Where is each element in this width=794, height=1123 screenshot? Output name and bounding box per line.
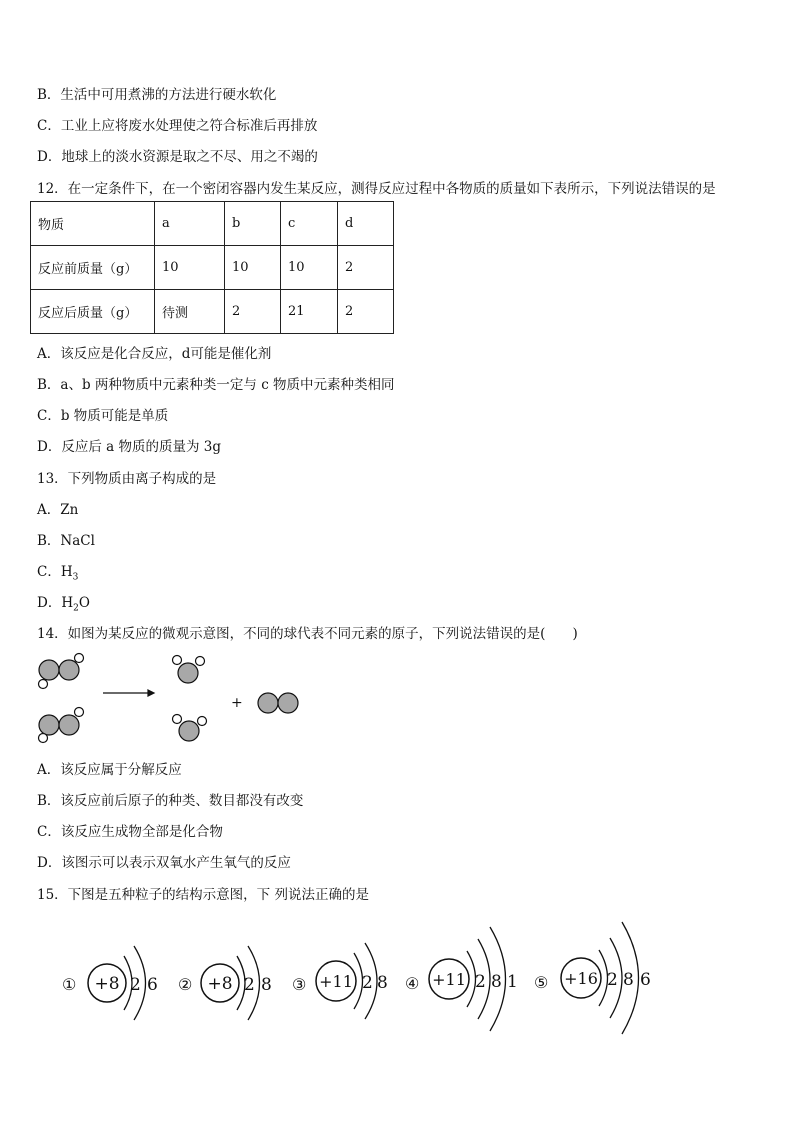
q12-mass-table [30,201,394,334]
q11-option-d: D．地球上的淡水资源是取之不尽、用之不竭的 [37,149,318,165]
q12-stem: 12．在一定条件下，在一个密闭容器内发生某反应，测得反应过程中各物质的质量如下表所示，下列说法错误的是 [37,181,716,197]
q14-stem: 14．如图为某反应的微观示意图，不同的球代表不同元素的原子，下列说法错误的是( ) [37,626,578,642]
white-atom [39,734,48,743]
particle-diagram [62,946,158,1020]
particle-label: ⑤ [534,973,549,992]
white-atom [196,657,205,666]
shell-electron-count: 2 [362,973,373,993]
reaction-micro-diagram [0,650,794,750]
q15-stem: 15．下图是五种粒子的结构示意图，下 列说法正确的是 [37,887,369,903]
shell-electron-count: 8 [377,973,388,993]
particle-label: ① [62,975,77,994]
formula-subscript: 2 [73,603,79,614]
reaction-arrow-icon [103,690,154,696]
q14-option-c: C．该反应生成物全部是化合物 [37,824,223,840]
table-cell: 21 [281,290,338,334]
white-atom [173,656,182,665]
formula: Zn [60,502,79,518]
q12-option-c: C．b 物质可能是单质 [37,408,169,424]
table-row [31,246,394,290]
table-cell: 2 [338,290,394,334]
particle-diagram [405,927,518,1031]
particle-label: ② [178,975,193,994]
reactant-molecule [39,654,84,689]
shell-electron-count: 8 [261,975,272,995]
option-prefix: A． [37,502,61,518]
formula: NaCl [60,533,95,549]
gray-atom [39,660,59,680]
nucleus-charge: +11 [319,972,353,991]
table-cell: 10 [155,246,225,290]
formula-subscript: 3 [72,572,79,583]
table-cell: 2 [338,246,394,290]
table-cell: b [225,202,281,246]
shell-electron-count: 2 [607,970,618,990]
reactant-molecule [39,708,84,743]
nucleus-charge: +8 [94,974,120,994]
gray-atom [59,660,79,680]
nucleus-charge: +8 [207,974,233,994]
table-cell: 反应前质量（g） [31,246,155,290]
shell-electron-count: 8 [623,970,634,990]
table-cell: 待测 [155,290,225,334]
q14-option-a: A．该反应属于分解反应 [37,762,182,778]
q13-option-a [37,498,78,518]
q13-option-c [37,560,78,583]
q14-option-d: D．该图示可以表示双氧水产生氧气的反应 [37,855,291,871]
formula: H [61,595,74,611]
q14-option-b: B．该反应前后原子的种类、数目都没有改变 [37,793,304,809]
white-atom [75,654,84,663]
q11-option-b: B．生活中可用煮沸的方法进行硬水软化 [37,87,277,103]
shell-electron-count: 2 [475,972,486,992]
q13-option-d [37,591,90,614]
particle-diagram [534,922,651,1034]
particle-diagram [178,946,272,1020]
white-atom [198,717,207,726]
nucleus-charge: +11 [432,970,466,989]
gray-atom [178,663,198,683]
option-prefix: B． [37,533,61,549]
option-prefix: D． [37,595,62,611]
shell-electron-count: 2 [130,975,141,995]
table-cell: c [281,202,338,246]
shell-electron-count: 6 [147,975,158,995]
q12-option-a: A．该反应是化合反应，d可能是催化剂 [37,346,272,362]
white-atom [75,708,84,717]
table-cell: 反应后质量（g） [31,290,155,334]
gray-atom [39,715,59,735]
table-cell: a [155,202,225,246]
table-cell: 10 [281,246,338,290]
table-cell: 物质 [31,202,155,246]
q13-option-b [37,529,95,549]
white-atom [173,715,182,724]
table-cell: 2 [225,290,281,334]
gray-atom [258,693,278,713]
table-cell: 10 [225,246,281,290]
shell-electron-count: 8 [491,972,502,992]
diatomic-molecule [258,693,298,713]
particle-label: ④ [405,974,420,993]
particle-diagram [292,943,388,1019]
option-prefix: C． [37,564,61,580]
plus-sign: + [231,695,243,711]
shell-electron-count: 6 [640,970,651,990]
q12-option-b: B．a、b 两种物质中元素种类一定与 c 物质中元素种类相同 [37,377,395,393]
table-cell: d [338,202,394,246]
product-molecule [173,656,205,684]
formula-tail: O [78,595,90,611]
q11-option-c: C．工业上应将废水处理使之符合标准后再排放 [37,118,318,134]
particle-label: ③ [292,975,307,994]
gray-atom [278,693,298,713]
gray-atom [179,721,199,741]
q13-stem: 13．下列物质由离子构成的是 [37,471,217,487]
formula: H [60,564,73,580]
white-atom [39,680,48,689]
product-molecule [173,715,207,742]
shell-electron-count: 2 [244,975,255,995]
shell-electron-count: 1 [507,972,518,992]
gray-atom [59,715,79,735]
table-row [31,290,394,334]
nucleus-charge: +16 [564,969,598,988]
q12-option-d: D．反应后 a 物质的质量为 3g [37,439,221,455]
table-header-row [31,202,394,246]
particle-structure-diagrams [0,912,794,1042]
